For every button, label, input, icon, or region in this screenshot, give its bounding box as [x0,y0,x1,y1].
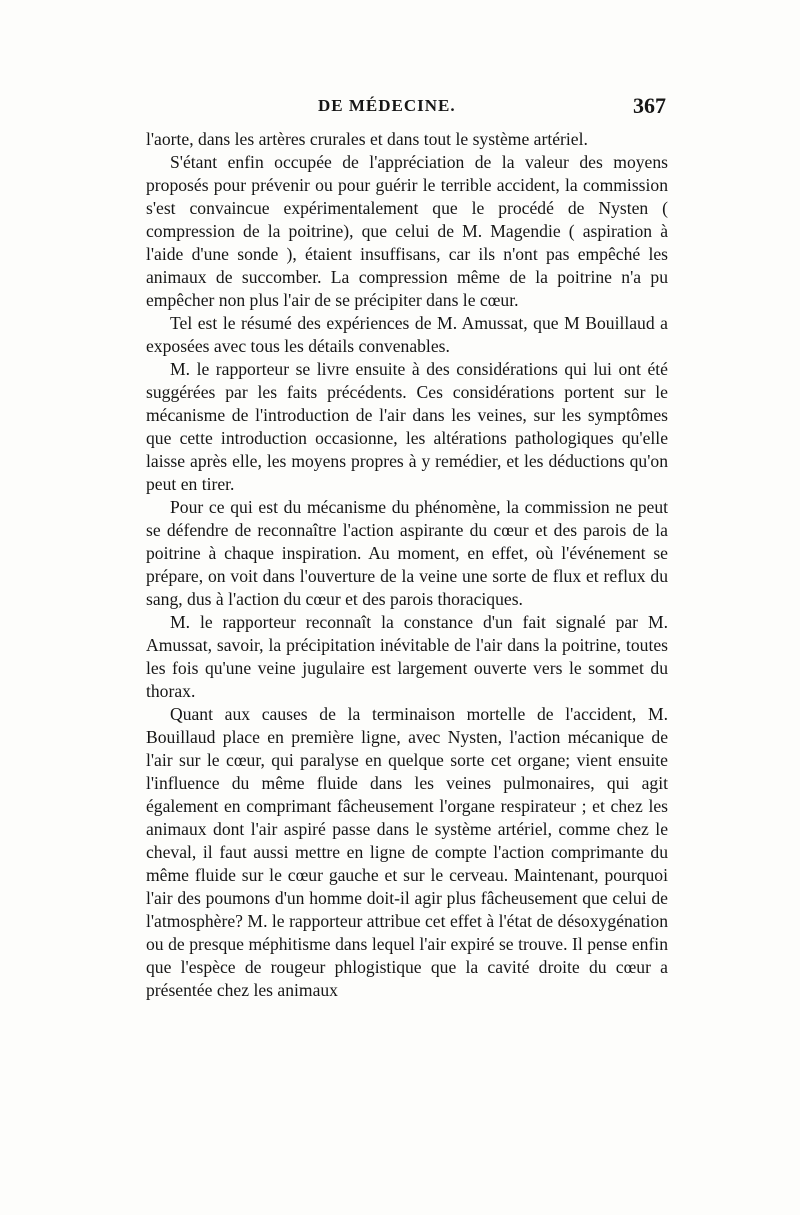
paragraph-continuation: l'aorte, dans les artères crurales et dans tout le système artériel. [146,129,588,149]
paragraph-jugular: M. le rapporteur reconnaît la constance d'un fait signalé par M. Amussat, savoir, la précipitation inévitable de l'air dans la poitrine, toutes les fois qu'une veine jugulaire est largement ouverte vers le sommet du thorax. [146,612,668,701]
paragraph-mechanism: Pour ce qui est du mécanisme du phénomène, la commission ne peut se défendre de reconnaître l'action aspirante du cœur et des parois de la poitrine à chaque inspiration. Au moment, en effet, où l'événement se prépare, on voit dans l'ouverture de la veine une sorte de flux et reflux du sang, dus à l'action du cœur et des parois thoraciques. [146,497,668,609]
paragraph-causes: Quant aux causes de la terminaison mortelle de l'accident, M. Bouillaud place en première ligne, avec Nysten, l'action mécanique de l'air sur le cœur, qui paralyse en quelque sorte cet organe; vient ensuite l'influence du même fluide dans les veines pulmonaires, qui agit également en comprimant fâcheusement l'organe respirateur ; et chez les animaux dont l'air aspiré passe dans le système artériel, comme chez le cheval, il faut aussi mettre en ligne de compte l'action comprimante du même fluide sur le cœur gauche et sur le cerveau. Maintenant, pourquoi l'air des poumons d'un homme doit-il agir plus fâcheusement que celui de l'atmosphère? M. le rapporteur attribue cet effet à l'état de désoxygénation ou de presque méphitisme dans lequel l'air expiré se trouve. Il pense enfin que l'espèce de rougeur phlogistique que la cavité droite du cœur a présentée chez les animaux [146,704,668,1000]
paragraph-remedies: S'étant enfin occupée de l'appréciation de la valeur des moyens proposés pour prévenir ou pour guérir le terrible accident, la commission s'est convaincue expérimentalement que le procédé de Nysten ( compression de la poitrine), que celui de M. Magendie ( aspiration à l'aide d'une sonde ), étaient insuffisans, car ils n'ont pas empêché les animaux de succomber. La compression même de la poitrine n'a pu empêcher non plus l'air de se précipiter dans le cœur. [146,152,668,310]
body-text [146,128,668,1002]
paragraph-summary: Tel est le résumé des expériences de M. Amussat, que M Bouillaud a exposées avec tous les détails convenables. [146,313,668,356]
running-title: DE MÉDECINE. [318,96,456,115]
page-number: 367 [633,93,666,118]
running-head [136,93,672,124]
paragraph-considerations: M. le rapporteur se livre ensuite à des considérations qui lui ont été suggérées par les faits précédents. Ces considérations portent sur le mécanisme de l'introduction de l'air dans les veines, sur les symptômes que cette introduction occasionne, les altérations pathologiques qu'elle laisse après elle, les moyens propres à y remédier, et les déductions qu'on peut en tirer. [146,359,668,494]
